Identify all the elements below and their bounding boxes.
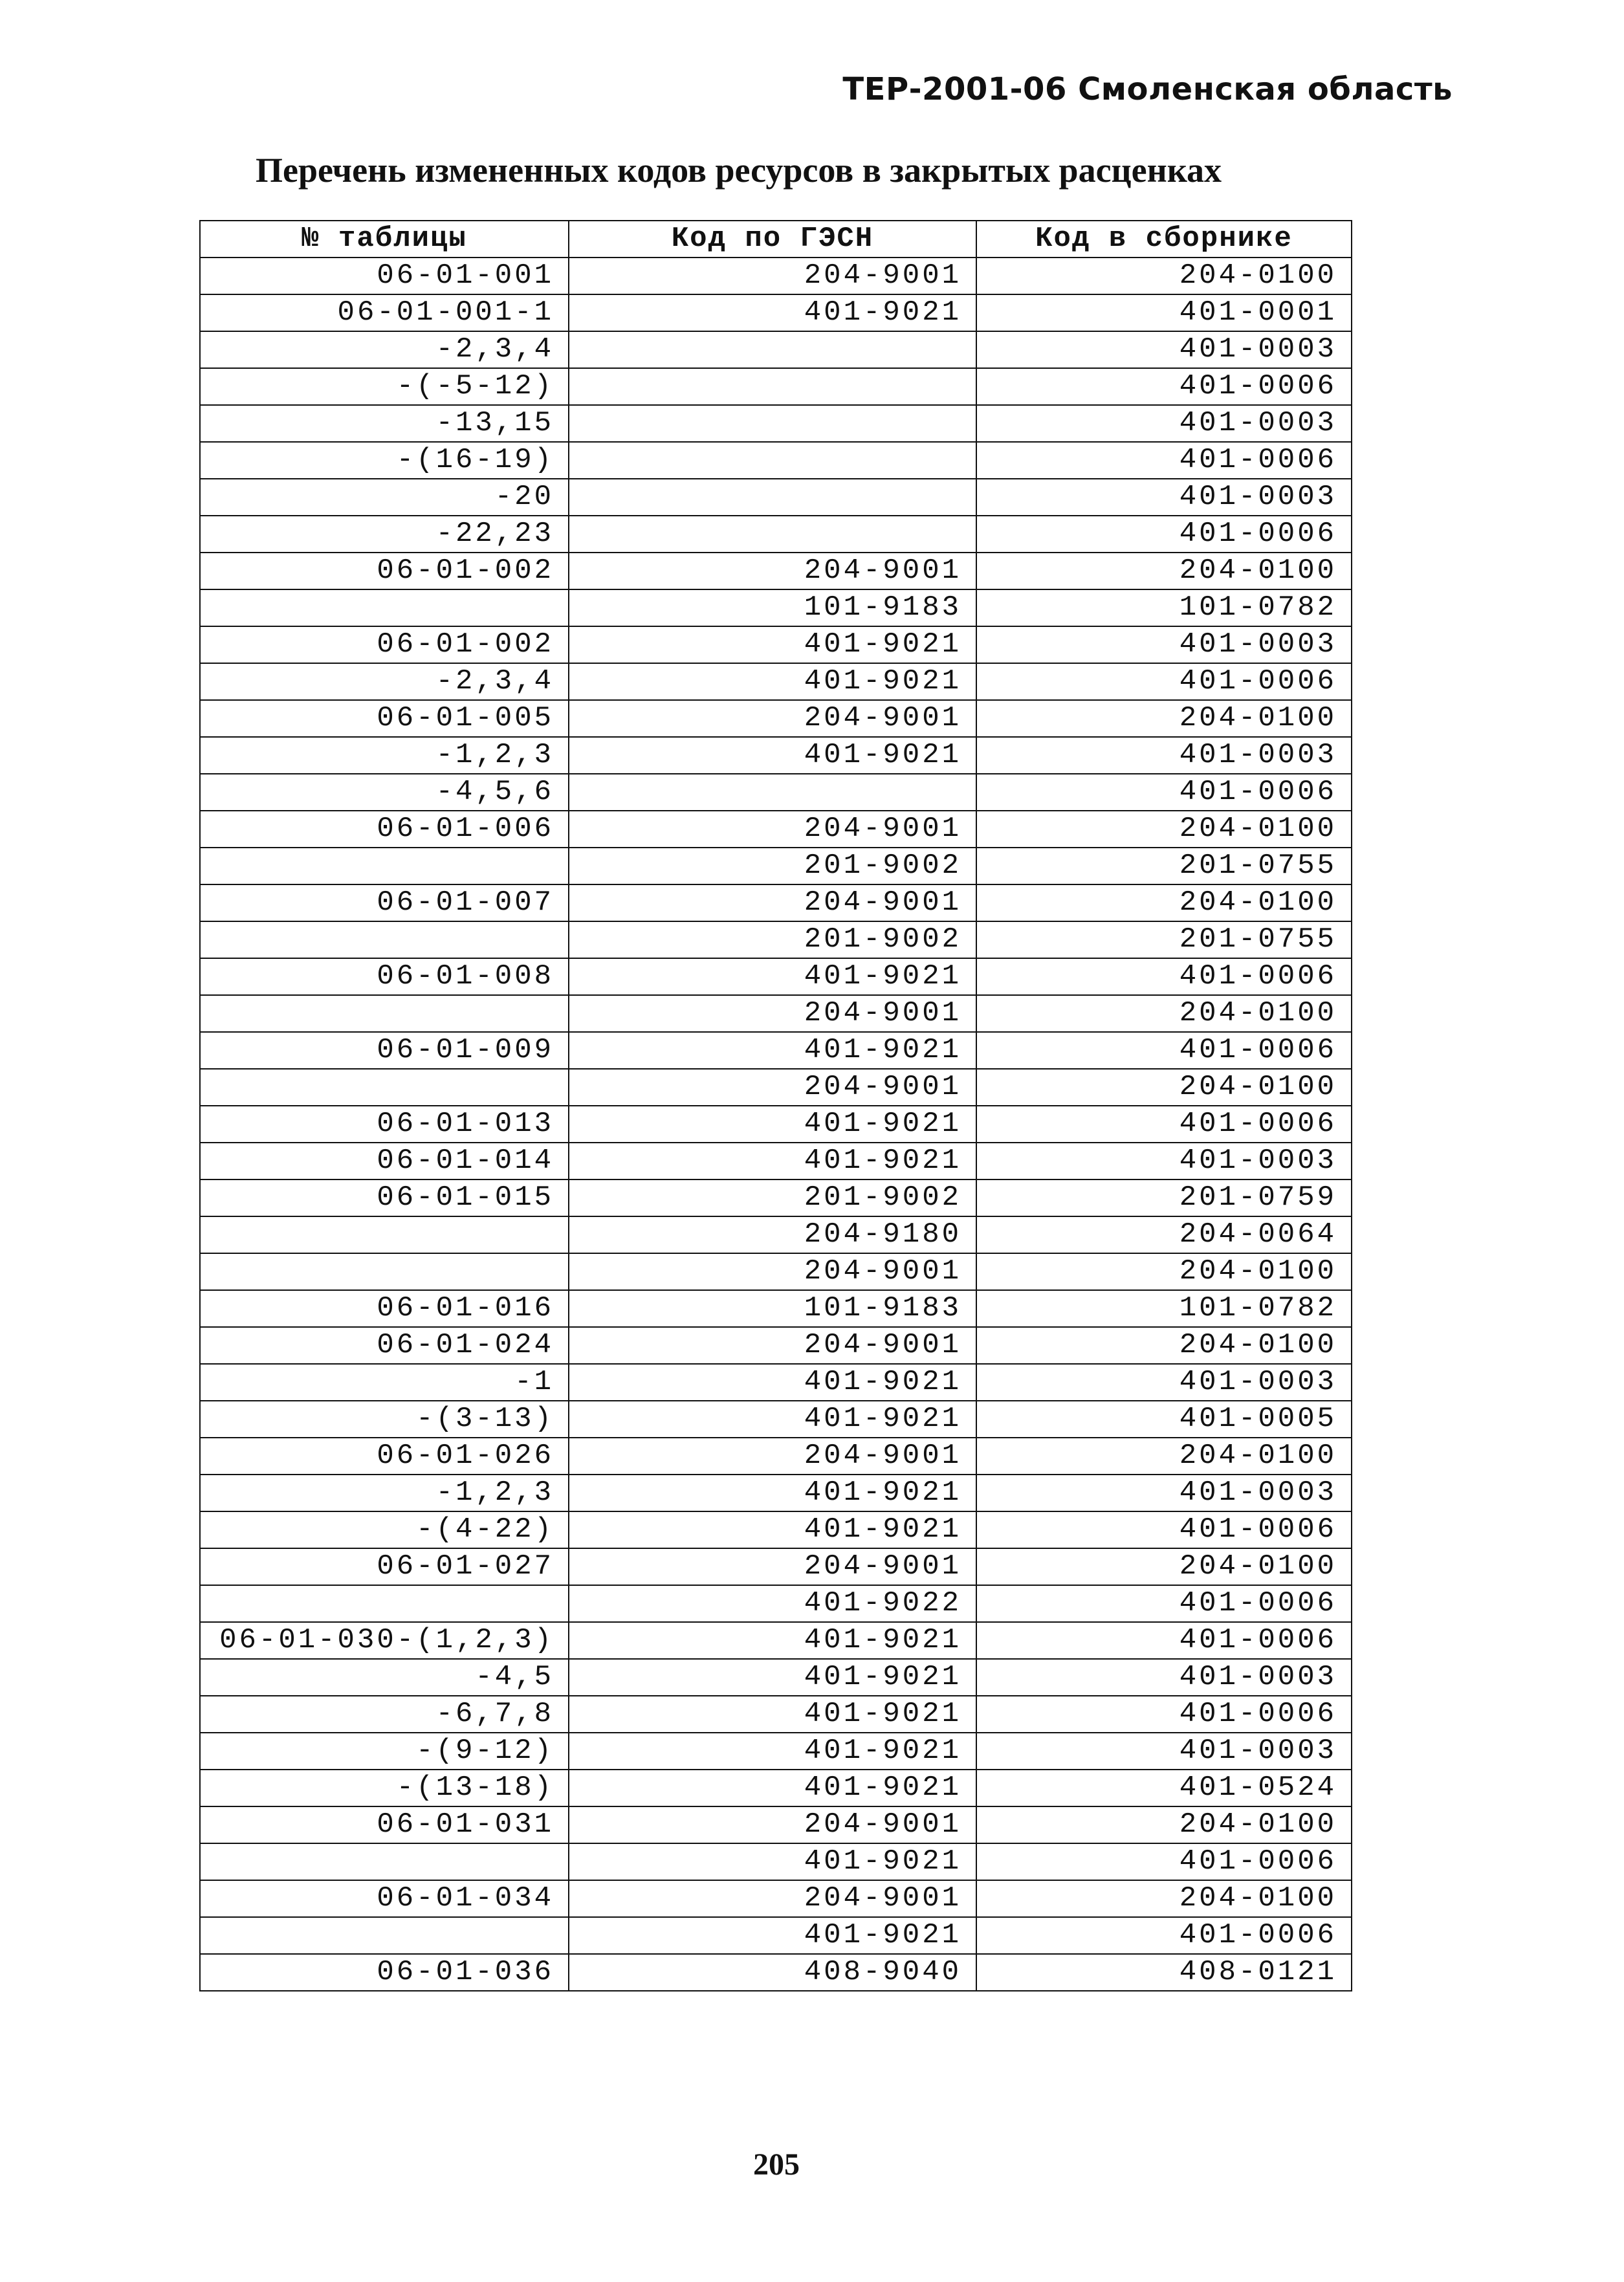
cell-collection-code: 401-0006	[976, 774, 1352, 811]
cell-collection-code: 401-0006	[976, 1696, 1352, 1733]
cell-table-number: 06-01-016	[200, 1290, 569, 1327]
cell-table-number: 06-01-030-(1,2,3)	[200, 1622, 569, 1659]
cell-collection-code: 401-0006	[976, 1622, 1352, 1659]
cell-table-number	[200, 589, 569, 626]
cell-collection-code: 401-0006	[976, 368, 1352, 405]
cell-gesn-code: 204-9001	[569, 1880, 976, 1917]
cell-collection-code: 201-0755	[976, 848, 1352, 884]
table-row	[200, 1548, 1352, 1585]
column-header-gesn-code: Код по ГЭСН	[569, 221, 976, 258]
table-header	[200, 221, 1352, 258]
cell-collection-code: 401-0006	[976, 1032, 1352, 1069]
table-row	[200, 1143, 1352, 1179]
cell-table-number	[200, 848, 569, 884]
column-header-table-number: № таблицы	[200, 221, 569, 258]
cell-gesn-code: 401-9021	[569, 1733, 976, 1770]
cell-table-number: 06-01-027	[200, 1548, 569, 1585]
cell-collection-code: 204-0064	[976, 1216, 1352, 1253]
cell-gesn-code: 101-9183	[569, 589, 976, 626]
table-row	[200, 1290, 1352, 1327]
cell-gesn-code: 204-9001	[569, 553, 976, 589]
cell-gesn-code: 204-9001	[569, 1806, 976, 1843]
table-row	[200, 1475, 1352, 1511]
table-row	[200, 258, 1352, 294]
cell-gesn-code: 401-9021	[569, 1364, 976, 1401]
cell-table-number: 06-01-007	[200, 884, 569, 921]
table-row	[200, 663, 1352, 700]
cell-collection-code: 401-0006	[976, 1917, 1352, 1954]
cell-gesn-code: 204-9001	[569, 258, 976, 294]
running-header: ТЕР-2001-06 Смоленская область	[842, 71, 1453, 107]
table-row	[200, 811, 1352, 848]
cell-gesn-code: 401-9021	[569, 1843, 976, 1880]
cell-table-number: 06-01-001-1	[200, 294, 569, 331]
cell-collection-code: 101-0782	[976, 1290, 1352, 1327]
cell-collection-code: 204-0100	[976, 811, 1352, 848]
cell-gesn-code: 401-9021	[569, 1032, 976, 1069]
cell-table-number	[200, 1253, 569, 1290]
table-row	[200, 1917, 1352, 1954]
cell-table-number	[200, 1843, 569, 1880]
cell-table-number	[200, 1917, 569, 1954]
table-row	[200, 331, 1352, 368]
cell-table-number: -1,2,3	[200, 1475, 569, 1511]
cell-gesn-code: 401-9021	[569, 1659, 976, 1696]
cell-gesn-code: 204-9001	[569, 1548, 976, 1585]
table-row	[200, 553, 1352, 589]
cell-table-number: 06-01-014	[200, 1143, 569, 1179]
table-row	[200, 1806, 1352, 1843]
cell-collection-code: 401-0003	[976, 1733, 1352, 1770]
column-header-collection-code: Код в сборнике	[976, 221, 1352, 258]
cell-table-number: -(3-13)	[200, 1401, 569, 1438]
table-row	[200, 1843, 1352, 1880]
cell-collection-code: 201-0755	[976, 921, 1352, 958]
cell-gesn-code: 401-9021	[569, 1917, 976, 1954]
cell-table-number	[200, 1069, 569, 1106]
cell-table-number: 06-01-015	[200, 1179, 569, 1216]
header-row	[200, 221, 1352, 258]
cell-table-number: 06-01-034	[200, 1880, 569, 1917]
cell-collection-code: 401-0005	[976, 1401, 1352, 1438]
table-row	[200, 368, 1352, 405]
cell-gesn-code: 204-9001	[569, 1253, 976, 1290]
cell-gesn-code: 401-9021	[569, 1511, 976, 1548]
table-row	[200, 1733, 1352, 1770]
cell-collection-code: 401-0006	[976, 663, 1352, 700]
table-row	[200, 405, 1352, 442]
cell-collection-code: 401-0006	[976, 958, 1352, 995]
cell-collection-code: 401-0003	[976, 331, 1352, 368]
cell-collection-code: 401-0003	[976, 1659, 1352, 1696]
cell-collection-code: 408-0121	[976, 1954, 1352, 1991]
cell-collection-code: 401-0006	[976, 1843, 1352, 1880]
cell-table-number: -4,5	[200, 1659, 569, 1696]
cell-gesn-code	[569, 368, 976, 405]
cell-gesn-code: 204-9001	[569, 811, 976, 848]
cell-table-number: -22,23	[200, 516, 569, 553]
cell-gesn-code: 401-9021	[569, 1696, 976, 1733]
cell-gesn-code: 204-9001	[569, 884, 976, 921]
cell-collection-code: 204-0100	[976, 1548, 1352, 1585]
table-row	[200, 1253, 1352, 1290]
cell-gesn-code: 401-9021	[569, 1143, 976, 1179]
cell-gesn-code: 204-9001	[569, 700, 976, 737]
cell-collection-code: 401-0003	[976, 626, 1352, 663]
cell-collection-code: 204-0100	[976, 553, 1352, 589]
cell-gesn-code: 408-9040	[569, 1954, 976, 1991]
table-row	[200, 1880, 1352, 1917]
table-row	[200, 1364, 1352, 1401]
cell-table-number: -6,7,8	[200, 1696, 569, 1733]
cell-gesn-code: 401-9022	[569, 1585, 976, 1622]
table-row	[200, 1216, 1352, 1253]
cell-table-number: 06-01-013	[200, 1106, 569, 1143]
cell-table-number	[200, 1216, 569, 1253]
cell-table-number	[200, 921, 569, 958]
table-row	[200, 1401, 1352, 1438]
table-row	[200, 1696, 1352, 1733]
cell-gesn-code: 401-9021	[569, 294, 976, 331]
table-row	[200, 516, 1352, 553]
cell-table-number: -(4-22)	[200, 1511, 569, 1548]
cell-gesn-code: 204-9001	[569, 1438, 976, 1475]
cell-collection-code: 401-0006	[976, 516, 1352, 553]
table-row	[200, 442, 1352, 479]
resource-codes-table	[199, 220, 1352, 1991]
table-row	[200, 1327, 1352, 1364]
cell-collection-code: 401-0006	[976, 1511, 1352, 1548]
cell-table-number: -1	[200, 1364, 569, 1401]
table-row	[200, 1106, 1352, 1143]
cell-collection-code: 401-0003	[976, 1364, 1352, 1401]
table-row	[200, 1511, 1352, 1548]
cell-gesn-code: 201-9002	[569, 848, 976, 884]
cell-table-number: -13,15	[200, 405, 569, 442]
cell-gesn-code: 204-9001	[569, 1069, 976, 1106]
table-row	[200, 774, 1352, 811]
cell-table-number: 06-01-008	[200, 958, 569, 995]
table-row	[200, 1585, 1352, 1622]
page-number: 205	[753, 2147, 800, 2182]
cell-gesn-code: 401-9021	[569, 958, 976, 995]
cell-table-number: -1,2,3	[200, 737, 569, 774]
cell-gesn-code	[569, 774, 976, 811]
cell-table-number: -(-5-12)	[200, 368, 569, 405]
cell-collection-code: 204-0100	[976, 995, 1352, 1032]
cell-gesn-code: 401-9021	[569, 1770, 976, 1806]
table-row	[200, 1954, 1352, 1991]
cell-table-number: -(13-18)	[200, 1770, 569, 1806]
table-row	[200, 700, 1352, 737]
cell-collection-code: 101-0782	[976, 589, 1352, 626]
cell-collection-code: 204-0100	[976, 1253, 1352, 1290]
cell-collection-code: 204-0100	[976, 884, 1352, 921]
cell-collection-code: 204-0100	[976, 1880, 1352, 1917]
cell-table-number: 06-01-024	[200, 1327, 569, 1364]
cell-table-number: 06-01-036	[200, 1954, 569, 1991]
cell-gesn-code: 201-9002	[569, 1179, 976, 1216]
cell-table-number: 06-01-009	[200, 1032, 569, 1069]
cell-gesn-code	[569, 516, 976, 553]
page-title: Перечень измененных кодов ресурсов в закрытых расценках	[256, 151, 1222, 190]
cell-gesn-code: 401-9021	[569, 1106, 976, 1143]
table-body	[200, 258, 1352, 1991]
table-row	[200, 479, 1352, 516]
cell-table-number: 06-01-006	[200, 811, 569, 848]
table-row	[200, 884, 1352, 921]
cell-collection-code: 401-0003	[976, 1143, 1352, 1179]
cell-collection-code: 401-0003	[976, 1475, 1352, 1511]
cell-table-number: 06-01-026	[200, 1438, 569, 1475]
cell-collection-code: 204-0100	[976, 1806, 1352, 1843]
cell-table-number: 06-01-005	[200, 700, 569, 737]
cell-table-number	[200, 995, 569, 1032]
cell-gesn-code: 401-9021	[569, 1475, 976, 1511]
cell-collection-code: 204-0100	[976, 1069, 1352, 1106]
cell-collection-code: 401-0006	[976, 442, 1352, 479]
cell-collection-code: 401-0003	[976, 405, 1352, 442]
cell-gesn-code	[569, 331, 976, 368]
cell-collection-code: 204-0100	[976, 258, 1352, 294]
cell-collection-code: 401-0006	[976, 1106, 1352, 1143]
table-row	[200, 1069, 1352, 1106]
cell-collection-code: 204-0100	[976, 1438, 1352, 1475]
table-row	[200, 737, 1352, 774]
table-row	[200, 1659, 1352, 1696]
cell-gesn-code: 401-9021	[569, 1622, 976, 1659]
cell-table-number: -2,3,4	[200, 331, 569, 368]
cell-gesn-code: 401-9021	[569, 1401, 976, 1438]
cell-collection-code: 201-0759	[976, 1179, 1352, 1216]
cell-collection-code: 401-0001	[976, 294, 1352, 331]
cell-gesn-code: 204-9001	[569, 1327, 976, 1364]
cell-table-number: 06-01-002	[200, 626, 569, 663]
cell-table-number: 06-01-031	[200, 1806, 569, 1843]
table-row	[200, 1622, 1352, 1659]
table-row	[200, 626, 1352, 663]
cell-gesn-code: 201-9002	[569, 921, 976, 958]
cell-gesn-code: 101-9183	[569, 1290, 976, 1327]
cell-gesn-code: 401-9021	[569, 737, 976, 774]
cell-collection-code: 401-0006	[976, 1585, 1352, 1622]
cell-table-number: 06-01-001	[200, 258, 569, 294]
table-row	[200, 995, 1352, 1032]
table-row	[200, 1032, 1352, 1069]
cell-collection-code: 401-0524	[976, 1770, 1352, 1806]
cell-collection-code: 401-0003	[976, 479, 1352, 516]
cell-gesn-code: 401-9021	[569, 626, 976, 663]
cell-table-number: -(16-19)	[200, 442, 569, 479]
table-row	[200, 848, 1352, 884]
cell-gesn-code: 204-9180	[569, 1216, 976, 1253]
cell-table-number: -4,5,6	[200, 774, 569, 811]
cell-table-number: -20	[200, 479, 569, 516]
table-row	[200, 958, 1352, 995]
table-row	[200, 1438, 1352, 1475]
cell-gesn-code	[569, 442, 976, 479]
cell-collection-code: 204-0100	[976, 1327, 1352, 1364]
cell-collection-code: 401-0003	[976, 737, 1352, 774]
cell-gesn-code	[569, 405, 976, 442]
cell-table-number: -(9-12)	[200, 1733, 569, 1770]
cell-gesn-code: 204-9001	[569, 995, 976, 1032]
cell-table-number	[200, 1585, 569, 1622]
cell-table-number: 06-01-002	[200, 553, 569, 589]
table-row	[200, 294, 1352, 331]
table-row	[200, 1770, 1352, 1806]
cell-gesn-code	[569, 479, 976, 516]
table-row	[200, 589, 1352, 626]
table-row	[200, 921, 1352, 958]
cell-collection-code: 204-0100	[976, 700, 1352, 737]
cell-gesn-code: 401-9021	[569, 663, 976, 700]
table-row	[200, 1179, 1352, 1216]
cell-table-number: -2,3,4	[200, 663, 569, 700]
